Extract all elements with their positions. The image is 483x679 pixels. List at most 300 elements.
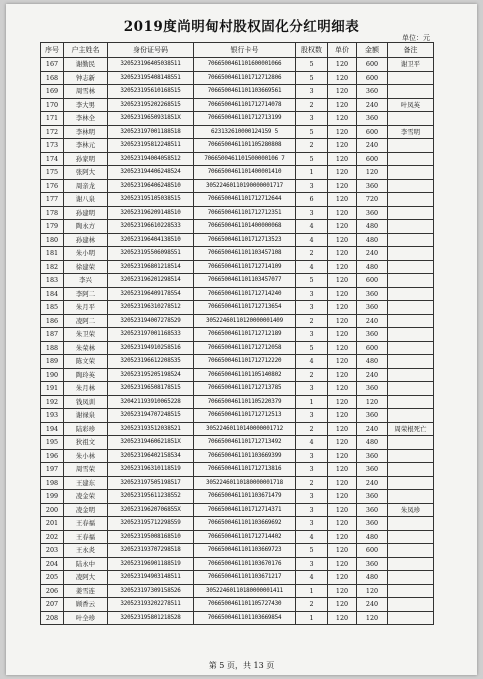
cell-amount: 600 bbox=[357, 125, 388, 139]
cell-id-number: 320523196508178515 bbox=[108, 382, 194, 396]
cell-id-number: 320523195812248511 bbox=[108, 139, 194, 153]
table-row bbox=[41, 125, 434, 139]
table-row bbox=[41, 463, 434, 477]
cell-shares: 3 bbox=[296, 463, 328, 477]
table-row bbox=[41, 544, 434, 558]
cell-unit-price: 120 bbox=[328, 409, 357, 423]
table-row bbox=[41, 557, 434, 571]
cell-index: 178 bbox=[41, 206, 64, 220]
cell-unit-price: 120 bbox=[328, 247, 357, 261]
cell-bank-card: 7066500461101712714240 bbox=[194, 287, 296, 301]
cell-remark bbox=[388, 341, 434, 355]
table-header-row bbox=[41, 43, 434, 58]
cell-bank-card: 30522460110180000001411 bbox=[194, 584, 296, 598]
cell-amount: 600 bbox=[357, 341, 388, 355]
cell-unit-price: 120 bbox=[328, 179, 357, 193]
cell-bank-card: 7066500461101712714371 bbox=[194, 503, 296, 517]
cell-remark bbox=[388, 436, 434, 450]
cell-remark bbox=[388, 409, 434, 423]
cell-shares: 4 bbox=[296, 355, 328, 369]
cell-shares: 2 bbox=[296, 247, 328, 261]
cell-unit-price: 120 bbox=[328, 139, 357, 153]
table-row bbox=[41, 98, 434, 112]
cell-bank-card: 7066500461101712713785 bbox=[194, 382, 296, 396]
cell-remark bbox=[388, 220, 434, 234]
cell-remark bbox=[388, 476, 434, 490]
cell-bank-card: 7066500461101500000106 7 bbox=[194, 152, 296, 166]
cell-name: 凌金荣 bbox=[64, 490, 108, 504]
cell-name: 李阿二 bbox=[64, 287, 108, 301]
cell-unit-price: 120 bbox=[328, 260, 357, 274]
cell-shares: 4 bbox=[296, 436, 328, 450]
cell-unit-price: 120 bbox=[328, 463, 357, 477]
cell-shares: 2 bbox=[296, 98, 328, 112]
cell-remark bbox=[388, 463, 434, 477]
cell-name: 李大男 bbox=[64, 98, 108, 112]
cell-amount: 120 bbox=[357, 611, 388, 625]
cell-shares: 6 bbox=[296, 193, 328, 207]
cell-unit-price: 120 bbox=[328, 71, 357, 85]
cell-name: 李林明 bbox=[64, 125, 108, 139]
cell-unit-price: 120 bbox=[328, 476, 357, 490]
cell-shares: 2 bbox=[296, 368, 328, 382]
cell-remark bbox=[388, 395, 434, 409]
cell-name: 朱月林 bbox=[64, 382, 108, 396]
cell-unit-price: 120 bbox=[328, 557, 357, 571]
cell-remark bbox=[388, 382, 434, 396]
table-row bbox=[41, 328, 434, 342]
cell-amount: 480 bbox=[357, 436, 388, 450]
cell-index: 175 bbox=[41, 166, 64, 180]
cell-unit-price: 120 bbox=[328, 422, 357, 436]
cell-id-number: 320523193512038521 bbox=[108, 422, 194, 436]
cell-bank-card: 7066500461101103457077 bbox=[194, 274, 296, 288]
cell-name: 叶全珍 bbox=[64, 611, 108, 625]
cell-index: 167 bbox=[41, 58, 64, 72]
cell-bank-card: 7066500461101712712058 bbox=[194, 341, 296, 355]
cell-unit-price: 120 bbox=[328, 490, 357, 504]
cell-amount: 360 bbox=[357, 328, 388, 342]
cell-bank-card: 7066500461101105280808 bbox=[194, 139, 296, 153]
cell-unit-price: 120 bbox=[328, 382, 357, 396]
cell-bank-card: 30522460110140000001712 bbox=[194, 422, 296, 436]
cell-amount: 600 bbox=[357, 152, 388, 166]
cell-unit-price: 120 bbox=[328, 152, 357, 166]
table-row bbox=[41, 58, 434, 72]
table-row bbox=[41, 220, 434, 234]
cell-id-number: 320523197001188518 bbox=[108, 125, 194, 139]
cell-amount: 120 bbox=[357, 395, 388, 409]
cell-bank-card: 7066500461101105140802 bbox=[194, 368, 296, 382]
cell-id-number: 320523194007278529 bbox=[108, 314, 194, 328]
cell-unit-price: 120 bbox=[328, 503, 357, 517]
table-row bbox=[41, 382, 434, 396]
cell-amount: 240 bbox=[357, 98, 388, 112]
cell-amount: 600 bbox=[357, 274, 388, 288]
table-row bbox=[41, 422, 434, 436]
cell-unit-price: 120 bbox=[328, 611, 357, 625]
cell-shares: 5 bbox=[296, 152, 328, 166]
cell-bank-card: 7066500461101400001410 bbox=[194, 166, 296, 180]
cell-name: 孙建明 bbox=[64, 206, 108, 220]
cell-index: 203 bbox=[41, 544, 64, 558]
cell-unit-price: 120 bbox=[328, 233, 357, 247]
cell-amount: 360 bbox=[357, 179, 388, 193]
cell-bank-card: 7066500461101103669561 bbox=[194, 85, 296, 99]
cell-id-number: 320523196402158534 bbox=[108, 449, 194, 463]
table-row bbox=[41, 611, 434, 625]
cell-id-number: 320523193707298518 bbox=[108, 544, 194, 558]
cell-shares: 4 bbox=[296, 260, 328, 274]
cell-remark bbox=[388, 206, 434, 220]
cell-shares: 3 bbox=[296, 490, 328, 504]
cell-name: 凌阿二 bbox=[64, 314, 108, 328]
cell-bank-card: 7066500461101712714109 bbox=[194, 260, 296, 274]
cell-bank-card: 7066500461101712713523 bbox=[194, 233, 296, 247]
table-row bbox=[41, 409, 434, 423]
cell-amount: 360 bbox=[357, 112, 388, 126]
table-row bbox=[41, 530, 434, 544]
cell-id-number: 320421193910065228 bbox=[108, 395, 194, 409]
cell-name: 周雪林 bbox=[64, 85, 108, 99]
cell-id-number: 320523196801218514 bbox=[108, 260, 194, 274]
cell-index: 192 bbox=[41, 395, 64, 409]
cell-remark: 周荣根死亡 bbox=[388, 422, 434, 436]
cell-remark bbox=[388, 611, 434, 625]
cell-id-number: 320523197001168533 bbox=[108, 328, 194, 342]
table-row bbox=[41, 598, 434, 612]
cell-remark bbox=[388, 112, 434, 126]
table-row bbox=[41, 247, 434, 261]
cell-remark bbox=[388, 314, 434, 328]
cell-bank-card: 30522460110180000001718 bbox=[194, 476, 296, 490]
cell-index: 196 bbox=[41, 449, 64, 463]
cell-amount: 360 bbox=[357, 490, 388, 504]
cell-unit-price: 120 bbox=[328, 449, 357, 463]
cell-unit-price: 120 bbox=[328, 584, 357, 598]
cell-remark: 朱凤珍 bbox=[388, 503, 434, 517]
cell-index: 191 bbox=[41, 382, 64, 396]
cell-shares: 5 bbox=[296, 544, 328, 558]
cell-amount: 120 bbox=[357, 584, 388, 598]
cell-bank-card: 7066500461101105220379 bbox=[194, 395, 296, 409]
cell-index: 181 bbox=[41, 247, 64, 261]
cell-remark bbox=[388, 287, 434, 301]
unit-label: 单位：元 bbox=[402, 34, 430, 42]
cell-unit-price: 120 bbox=[328, 98, 357, 112]
cell-amount: 600 bbox=[357, 71, 388, 85]
cell-bank-card: 7066500461101712714402 bbox=[194, 530, 296, 544]
cell-amount: 480 bbox=[357, 233, 388, 247]
cell-shares: 4 bbox=[296, 220, 328, 234]
cell-name: 张阿大 bbox=[64, 166, 108, 180]
cell-name: 李林全 bbox=[64, 112, 108, 126]
cell-amount: 480 bbox=[357, 571, 388, 585]
cell-id-number: 320523195712298559 bbox=[108, 517, 194, 531]
header-unit-price: 单价 bbox=[328, 43, 357, 58]
cell-id-number: 320523196310278512 bbox=[108, 301, 194, 315]
cell-name: 钟志新 bbox=[64, 71, 108, 85]
cell-shares: 5 bbox=[296, 274, 328, 288]
cell-remark bbox=[388, 152, 434, 166]
cell-index: 204 bbox=[41, 557, 64, 571]
cell-shares: 3 bbox=[296, 557, 328, 571]
cell-remark bbox=[388, 328, 434, 342]
cell-id-number: 320523196209148510 bbox=[108, 206, 194, 220]
cell-name: 顾香云 bbox=[64, 598, 108, 612]
table-row bbox=[41, 503, 434, 517]
cell-id-number: 320523196612208535 bbox=[108, 355, 194, 369]
cell-bank-card: 7066500461101103669692 bbox=[194, 517, 296, 531]
cell-shares: 4 bbox=[296, 571, 328, 585]
cell-id-number: 320523196901188519 bbox=[108, 557, 194, 571]
header-name: 户主姓名 bbox=[64, 43, 108, 58]
document-title: 2019度尚明甸村股权固化分红明细表 bbox=[123, 19, 360, 35]
cell-remark bbox=[388, 544, 434, 558]
cell-unit-price: 120 bbox=[328, 530, 357, 544]
cell-unit-price: 120 bbox=[328, 598, 357, 612]
table-row bbox=[41, 301, 434, 315]
cell-name: 狄祖文 bbox=[64, 436, 108, 450]
cell-shares: 5 bbox=[296, 125, 328, 139]
cell-remark bbox=[388, 490, 434, 504]
cell-unit-price: 120 bbox=[328, 517, 357, 531]
cell-name: 孙家明 bbox=[64, 152, 108, 166]
cell-amount: 480 bbox=[357, 260, 388, 274]
cell-amount: 360 bbox=[357, 557, 388, 571]
cell-shares: 5 bbox=[296, 341, 328, 355]
cell-amount: 360 bbox=[357, 517, 388, 531]
page-footer: 第 5 页，共 13 页 bbox=[208, 661, 275, 670]
cell-shares: 1 bbox=[296, 395, 328, 409]
table-row bbox=[41, 476, 434, 490]
table-row bbox=[41, 85, 434, 99]
cell-index: 194 bbox=[41, 422, 64, 436]
cell-amount: 360 bbox=[357, 503, 388, 517]
cell-shares: 3 bbox=[296, 301, 328, 315]
cell-remark: 李雪明 bbox=[388, 125, 434, 139]
cell-bank-card: 7066500461101103669723 bbox=[194, 544, 296, 558]
cell-amount: 240 bbox=[357, 247, 388, 261]
cell-shares: 2 bbox=[296, 139, 328, 153]
cell-index: 182 bbox=[41, 260, 64, 274]
cell-amount: 480 bbox=[357, 530, 388, 544]
cell-index: 174 bbox=[41, 152, 64, 166]
cell-amount: 360 bbox=[357, 206, 388, 220]
cell-shares: 3 bbox=[296, 206, 328, 220]
cell-amount: 480 bbox=[357, 355, 388, 369]
cell-remark bbox=[388, 598, 434, 612]
cell-id-number: 320523196409178554 bbox=[108, 287, 194, 301]
cell-name: 王春福 bbox=[64, 517, 108, 531]
cell-amount: 720 bbox=[357, 193, 388, 207]
cell-unit-price: 120 bbox=[328, 436, 357, 450]
cell-shares: 3 bbox=[296, 517, 328, 531]
cell-remark bbox=[388, 71, 434, 85]
cell-name: 朱小林 bbox=[64, 449, 108, 463]
cell-unit-price: 120 bbox=[328, 328, 357, 342]
cell-shares: 1 bbox=[296, 584, 328, 598]
cell-name: 陶玲英 bbox=[64, 368, 108, 382]
cell-id-number: 320523196201298514 bbox=[108, 274, 194, 288]
cell-id-number: 320523195205198524 bbox=[108, 368, 194, 382]
cell-name: 王春福 bbox=[64, 530, 108, 544]
cell-unit-price: 120 bbox=[328, 166, 357, 180]
table-row bbox=[41, 368, 434, 382]
table-row bbox=[41, 355, 434, 369]
cell-index: 173 bbox=[41, 139, 64, 153]
cell-index: 206 bbox=[41, 584, 64, 598]
cell-remark bbox=[388, 557, 434, 571]
table-row bbox=[41, 152, 434, 166]
cell-shares: 3 bbox=[296, 409, 328, 423]
cell-bank-card: 7066500461101712712220 bbox=[194, 355, 296, 369]
cell-id-number: 32052319650931851X bbox=[108, 112, 194, 126]
cell-unit-price: 120 bbox=[328, 368, 357, 382]
table-row bbox=[41, 179, 434, 193]
cell-index: 197 bbox=[41, 463, 64, 477]
cell-index: 193 bbox=[41, 409, 64, 423]
cell-name: 姜雪连 bbox=[64, 584, 108, 598]
cell-bank-card: 7066500461101105727430 bbox=[194, 598, 296, 612]
table-row bbox=[41, 287, 434, 301]
cell-index: 189 bbox=[41, 355, 64, 369]
cell-bank-card: 7066500461101103671479 bbox=[194, 490, 296, 504]
cell-shares: 2 bbox=[296, 598, 328, 612]
cell-remark bbox=[388, 571, 434, 585]
cell-index: 187 bbox=[41, 328, 64, 342]
header-amount: 金额 bbox=[357, 43, 388, 58]
table-row bbox=[41, 166, 434, 180]
table-row bbox=[41, 233, 434, 247]
cell-name: 王建东 bbox=[64, 476, 108, 490]
cell-remark bbox=[388, 355, 434, 369]
cell-index: 176 bbox=[41, 179, 64, 193]
cell-remark bbox=[388, 260, 434, 274]
cell-shares: 4 bbox=[296, 530, 328, 544]
table-row bbox=[41, 193, 434, 207]
cell-remark bbox=[388, 274, 434, 288]
cell-index: 198 bbox=[41, 476, 64, 490]
cell-id-number: 320523196404138510 bbox=[108, 233, 194, 247]
cell-unit-price: 120 bbox=[328, 220, 357, 234]
cell-shares: 5 bbox=[296, 71, 328, 85]
cell-shares: 3 bbox=[296, 179, 328, 193]
table-row bbox=[41, 436, 434, 450]
cell-amount: 600 bbox=[357, 544, 388, 558]
cell-bank-card: 7066500461101712713492 bbox=[194, 436, 296, 450]
cell-bank-card: 7066500461101103670176 bbox=[194, 557, 296, 571]
cell-amount: 480 bbox=[357, 220, 388, 234]
cell-bank-card: 7066500461101712713199 bbox=[194, 112, 296, 126]
cell-remark bbox=[388, 247, 434, 261]
cell-id-number: 320523194004058512 bbox=[108, 152, 194, 166]
cell-name: 孙建林 bbox=[64, 233, 108, 247]
cell-name: 陆彩珍 bbox=[64, 422, 108, 436]
cell-index: 195 bbox=[41, 436, 64, 450]
table-row bbox=[41, 517, 434, 531]
cell-shares: 1 bbox=[296, 611, 328, 625]
header-shares: 股权数 bbox=[296, 43, 328, 58]
table-row bbox=[41, 71, 434, 85]
cell-name: 陶永方 bbox=[64, 220, 108, 234]
cell-name: 陆永中 bbox=[64, 557, 108, 571]
cell-index: 200 bbox=[41, 503, 64, 517]
cell-name: 谢禄泉 bbox=[64, 409, 108, 423]
cell-amount: 240 bbox=[357, 314, 388, 328]
table-row bbox=[41, 341, 434, 355]
cell-name: 李林元 bbox=[64, 139, 108, 153]
table-row bbox=[41, 571, 434, 585]
table-row bbox=[41, 260, 434, 274]
cell-shares: 4 bbox=[296, 233, 328, 247]
cell-name: 朱卫荣 bbox=[64, 328, 108, 342]
cell-id-number: 320523195105038515 bbox=[108, 193, 194, 207]
cell-unit-price: 120 bbox=[328, 395, 357, 409]
cell-index: 172 bbox=[41, 125, 64, 139]
cell-unit-price: 120 bbox=[328, 125, 357, 139]
cell-amount: 240 bbox=[357, 476, 388, 490]
header-index: 序号 bbox=[41, 43, 64, 58]
header-bank-card: 银行卡号 bbox=[194, 43, 296, 58]
cell-bank-card: 7066500461101712713816 bbox=[194, 463, 296, 477]
cell-shares: 1 bbox=[296, 166, 328, 180]
cell-remark bbox=[388, 166, 434, 180]
cell-index: 207 bbox=[41, 598, 64, 612]
cell-index: 188 bbox=[41, 341, 64, 355]
cell-remark bbox=[388, 193, 434, 207]
cell-id-number: 320523194406248524 bbox=[108, 166, 194, 180]
cell-id-number: 320523194707248515 bbox=[108, 409, 194, 423]
cell-bank-card: 7066500461101103457108 bbox=[194, 247, 296, 261]
header-id-number: 身份证号码 bbox=[108, 43, 194, 58]
cell-remark bbox=[388, 301, 434, 315]
table-row bbox=[41, 139, 434, 153]
cell-index: 177 bbox=[41, 193, 64, 207]
cell-remark bbox=[388, 233, 434, 247]
cell-id-number: 32052319460621851X bbox=[108, 436, 194, 450]
cell-name: 李兴 bbox=[64, 274, 108, 288]
cell-unit-price: 120 bbox=[328, 85, 357, 99]
table-row bbox=[41, 112, 434, 126]
cell-unit-price: 120 bbox=[328, 112, 357, 126]
cell-id-number: 320523195801218528 bbox=[108, 611, 194, 625]
cell-bank-card: 7066500461101712712644 bbox=[194, 193, 296, 207]
cell-index: 184 bbox=[41, 287, 64, 301]
cell-index: 199 bbox=[41, 490, 64, 504]
cell-amount: 240 bbox=[357, 139, 388, 153]
cell-amount: 240 bbox=[357, 422, 388, 436]
cell-remark bbox=[388, 449, 434, 463]
cell-shares: 2 bbox=[296, 422, 328, 436]
cell-remark: 叶凤英 bbox=[388, 98, 434, 112]
cell-unit-price: 120 bbox=[328, 544, 357, 558]
cell-unit-price: 120 bbox=[328, 314, 357, 328]
cell-id-number: 320523196310118519 bbox=[108, 463, 194, 477]
cell-id-number: 320523196610228533 bbox=[108, 220, 194, 234]
table-row bbox=[41, 274, 434, 288]
cell-id-number: 320523196406248510 bbox=[108, 179, 194, 193]
cell-unit-price: 120 bbox=[328, 58, 357, 72]
cell-id-number: 320523195506098551 bbox=[108, 247, 194, 261]
cell-unit-price: 120 bbox=[328, 355, 357, 369]
cell-amount: 600 bbox=[357, 58, 388, 72]
cell-name: 凌金明 bbox=[64, 503, 108, 517]
cell-name: 谢八泉 bbox=[64, 193, 108, 207]
cell-shares: 3 bbox=[296, 503, 328, 517]
cell-bank-card: 7066500461101103669399 bbox=[194, 449, 296, 463]
cell-id-number: 320523195611238552 bbox=[108, 490, 194, 504]
